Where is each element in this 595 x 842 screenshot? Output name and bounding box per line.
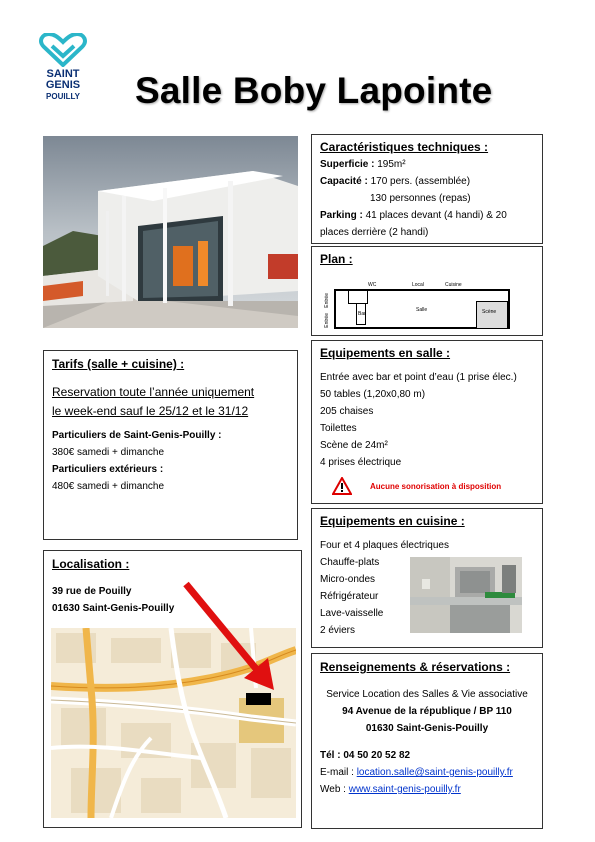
plan-label-local: Local [412,282,424,288]
superficie-value: 195m² [377,159,406,170]
plan-heading: Plan : [320,252,353,266]
capacite-value-1: 170 pers. (assemblée) [370,176,471,187]
equip-salle-box [311,340,543,504]
parking-value-2: places derrière (2 handi) [320,227,429,238]
address-line-2: 01630 Saint-Genis-Pouilly [52,603,175,614]
warning-text: Aucune sonorisation à disposition [370,481,502,491]
reservation-line-1: Reservation toute l’année uniquement [52,385,255,399]
equip-cuisine-item: Four et 4 plaques électriques [320,540,449,551]
email-label: E-mail : [320,767,354,778]
plan-box [311,246,543,336]
tarifs-heading: Tarifs (salle + cuisine) : [52,357,185,371]
specs-box [311,134,543,244]
building-photo [43,136,298,328]
service-address-1: 94 Avenue de la république / BP 110 [342,706,512,717]
renseignements-heading: Renseignements & réservations : [320,660,511,674]
equip-salle-item: 205 chaises [320,406,374,417]
equip-cuisine-item: Réfrigérateur [320,591,379,602]
equip-cuisine-box [311,508,543,648]
logo-line-3: POUILLY [46,92,80,101]
plan-label-cuisine: Cuisine [445,282,462,288]
plan-label-salle: Salle [416,307,428,313]
plan-label-bar: Bar [358,311,366,317]
heart-logo-icon [38,33,88,67]
equip-cuisine-item: Micro-ondes [320,574,376,585]
email-link[interactable]: location.salle@saint-genis-pouilly.fr [356,767,513,778]
capacite-value-2: 130 personnes (repas) [370,193,471,204]
exterieurs-label: Particuliers extérieurs : [52,464,164,475]
equip-salle-item: Toilettes [320,423,357,434]
plan-label-entree: Entrée [324,293,330,308]
equip-cuisine-heading: Equipements en cuisine : [320,514,465,528]
parking-value-1: 41 places devant (4 handi) & 20 [365,210,507,221]
floor-plan [334,289,510,329]
address-line-1: 39 rue de Pouilly [52,586,132,597]
equip-salle-item: Entrée avec bar et point d’eau (1 prise élec.) [320,372,517,383]
capacite-label: Capacité : [320,176,368,187]
parking-label: Parking : [320,210,363,221]
phone-number: Tél : 04 50 20 52 82 [320,750,411,761]
equip-cuisine-item: 2 éviers [320,625,356,636]
page-title: Salle Boby Lapointe [135,70,493,111]
superficie-label: Superficie : [320,159,375,170]
plan-label-entree-2: Entrée [324,313,330,328]
service-address-2: 01630 Saint-Genis-Pouilly [365,723,489,734]
warning-icon [332,477,352,495]
equip-salle-heading: Equipements en salle : [320,346,451,360]
logo [38,33,88,103]
logo-line-2: GENIS [45,79,81,91]
plan-label-scene: Scène [482,309,497,315]
equip-cuisine-item: Lave-vaisselle [320,608,384,619]
localisation-box [43,550,302,828]
web-label: Web : [320,784,346,795]
web-link[interactable]: www.saint-genis-pouilly.fr [348,784,461,795]
equip-salle-item: Scène de 24m² [320,440,388,451]
localisation-heading: Localisation : [52,557,130,571]
exterieurs-price: 480€ samedi + dimanche [52,481,165,492]
reservation-line-2: le week-end sauf le 25/12 et le 31/12 [52,404,249,418]
specs-heading: Caractéristiques techniques : [320,140,489,154]
tarifs-box [43,350,298,540]
kitchen-photo [410,557,522,633]
particuliers-label: Particuliers de Saint-Genis-Pouilly : [52,430,222,441]
renseignements-box [311,653,543,829]
location-arrow-icon [174,578,284,698]
plan-label-wc: WC [368,282,377,288]
logo-line-1: SAINT [46,68,80,80]
particuliers-price: 380€ samedi + dimanche [52,447,165,458]
service-name: Service Location des Salles & Vie associative [326,689,528,700]
equip-salle-item: 50 tables (1,20x0,80 m) [320,389,426,400]
equip-salle-item: 4 prises électrique [320,457,402,468]
equip-cuisine-item: Chauffe-plats [320,557,380,568]
